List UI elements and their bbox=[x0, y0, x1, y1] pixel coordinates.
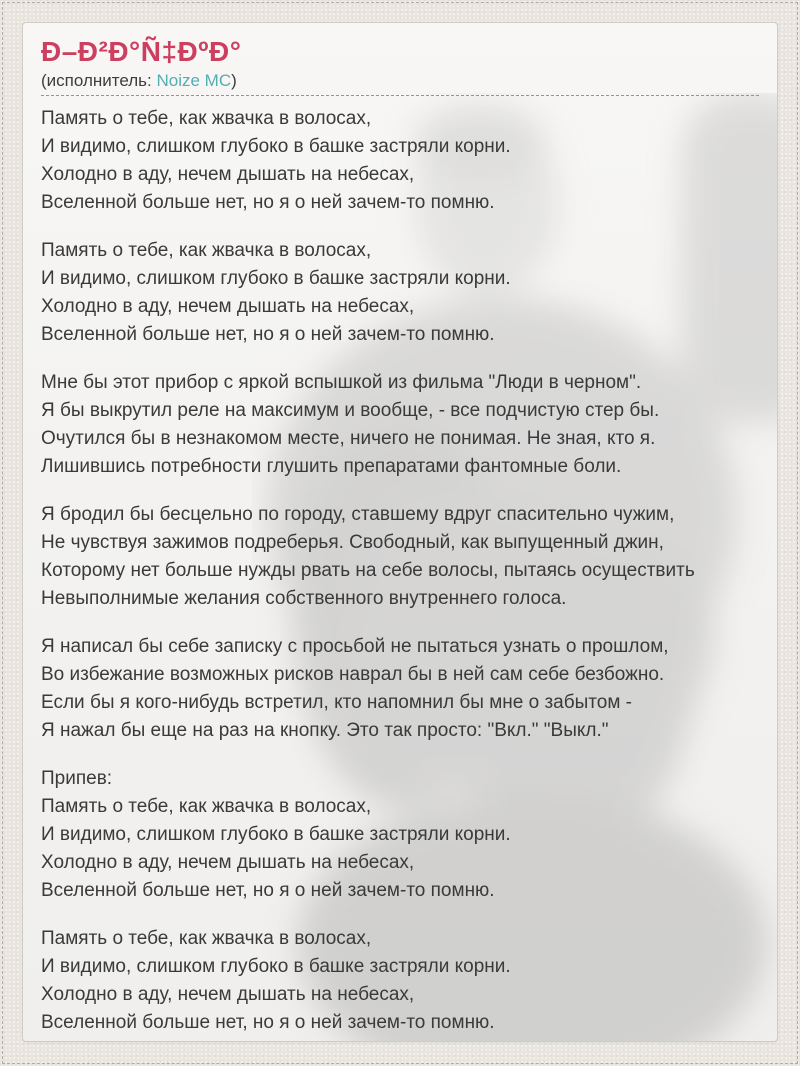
dashed-separator bbox=[41, 95, 759, 96]
lyrics-line: Невыполнимые желания собственного внутреннего голоса. bbox=[41, 588, 567, 609]
lyrics-line: Я бродил бы бесцельно по городу, ставшему вдруг спасительно чужим, bbox=[41, 504, 675, 525]
lyrics-line: И видимо, слишком глубоко в башке застряли корни. bbox=[41, 136, 511, 157]
lyrics-line: И видимо, слишком глубоко в башке застряли корни. bbox=[41, 956, 511, 977]
lyrics-line: Я написал бы себе записку с просьбой не пытаться узнать о прошлом, bbox=[41, 636, 669, 657]
artist-link[interactable]: Noize MC bbox=[156, 71, 232, 90]
lyrics-line: Память о тебе, как жвачка в волосах, bbox=[41, 108, 372, 129]
closing-paren: ) bbox=[231, 71, 237, 90]
lyrics-line: Которому нет больше нужды рвать на себе волосы, пытаясь осуществить bbox=[41, 560, 695, 581]
lyrics-line: Холодно в аду, нечем дышать на небесах, bbox=[41, 852, 415, 873]
performer-label: (исполнитель: bbox=[41, 71, 157, 90]
lyrics-stanza bbox=[41, 925, 759, 1037]
artist-line bbox=[41, 70, 759, 92]
lyrics-line: Мне бы этот прибор с яркой вспышкой из фильма "Люди в черном". bbox=[41, 372, 642, 393]
lyrics-line: Очутился бы в незнакомом месте, ничего не понимая. Не зная, кто я. bbox=[41, 428, 656, 449]
song-title: Ð–Ð²Ð°Ñ‡ÐºÐ° bbox=[41, 36, 242, 67]
lyrics-card bbox=[22, 22, 778, 1042]
lyrics-line: Холодно в аду, нечем дышать на небесах, bbox=[41, 984, 415, 1005]
lyrics-stanza bbox=[41, 501, 759, 613]
lyrics-stanza bbox=[41, 633, 759, 745]
lyrics-stanza bbox=[41, 237, 759, 349]
lyrics-line: Не чувствуя зажимов подреберья. Свободный, как выпущенный джин, bbox=[41, 532, 664, 553]
lyrics-line: Если бы я кого-нибудь встретил, кто напомнил бы мне о забытом - bbox=[41, 692, 632, 713]
lyrics-line: Припев: bbox=[41, 768, 113, 789]
lyrics-stanza bbox=[41, 765, 759, 905]
lyrics-line: Вселенной больше нет, но я о ней зачем-то помню. bbox=[41, 324, 495, 345]
lyrics-line: Память о тебе, как жвачка в волосах, bbox=[41, 240, 372, 261]
lyrics-line: Во избежание возможных рисков наврал бы в ней сам себе безбожно. bbox=[41, 664, 665, 685]
lyrics-line: Вселенной больше нет, но я о ней зачем-то помню. bbox=[41, 192, 495, 213]
lyrics-line: И видимо, слишком глубоко в башке застряли корни. bbox=[41, 824, 511, 845]
card-content bbox=[23, 23, 777, 1037]
lyrics-line: Холодно в аду, нечем дышать на небесах, bbox=[41, 164, 415, 185]
lyrics-line: Холодно в аду, нечем дышать на небесах, bbox=[41, 296, 415, 317]
lyrics-line: Память о тебе, как жвачка в волосах, bbox=[41, 796, 372, 817]
lyrics-stanza bbox=[41, 369, 759, 481]
lyrics-line: Вселенной больше нет, но я о ней зачем-то помню. bbox=[41, 880, 495, 901]
lyrics-line: Вселенной больше нет, но я о ней зачем-то помню. bbox=[41, 1012, 495, 1033]
lyrics-text bbox=[41, 105, 759, 1037]
lyrics-line: Я бы выкрутил реле на максимум и вообще, - все подчистую стер бы. bbox=[41, 400, 660, 421]
lyrics-line: Я нажал бы еще на раз на кнопку. Это так просто: "Вкл." "Выкл." bbox=[41, 720, 609, 741]
lyrics-line: И видимо, слишком глубоко в башке застряли корни. bbox=[41, 268, 511, 289]
lyrics-line: Память о тебе, как жвачка в волосах, bbox=[41, 928, 372, 949]
lyrics-stanza bbox=[41, 105, 759, 217]
lyrics-line: Лишившись потребности глушить препаратами фантомные боли. bbox=[41, 456, 622, 477]
